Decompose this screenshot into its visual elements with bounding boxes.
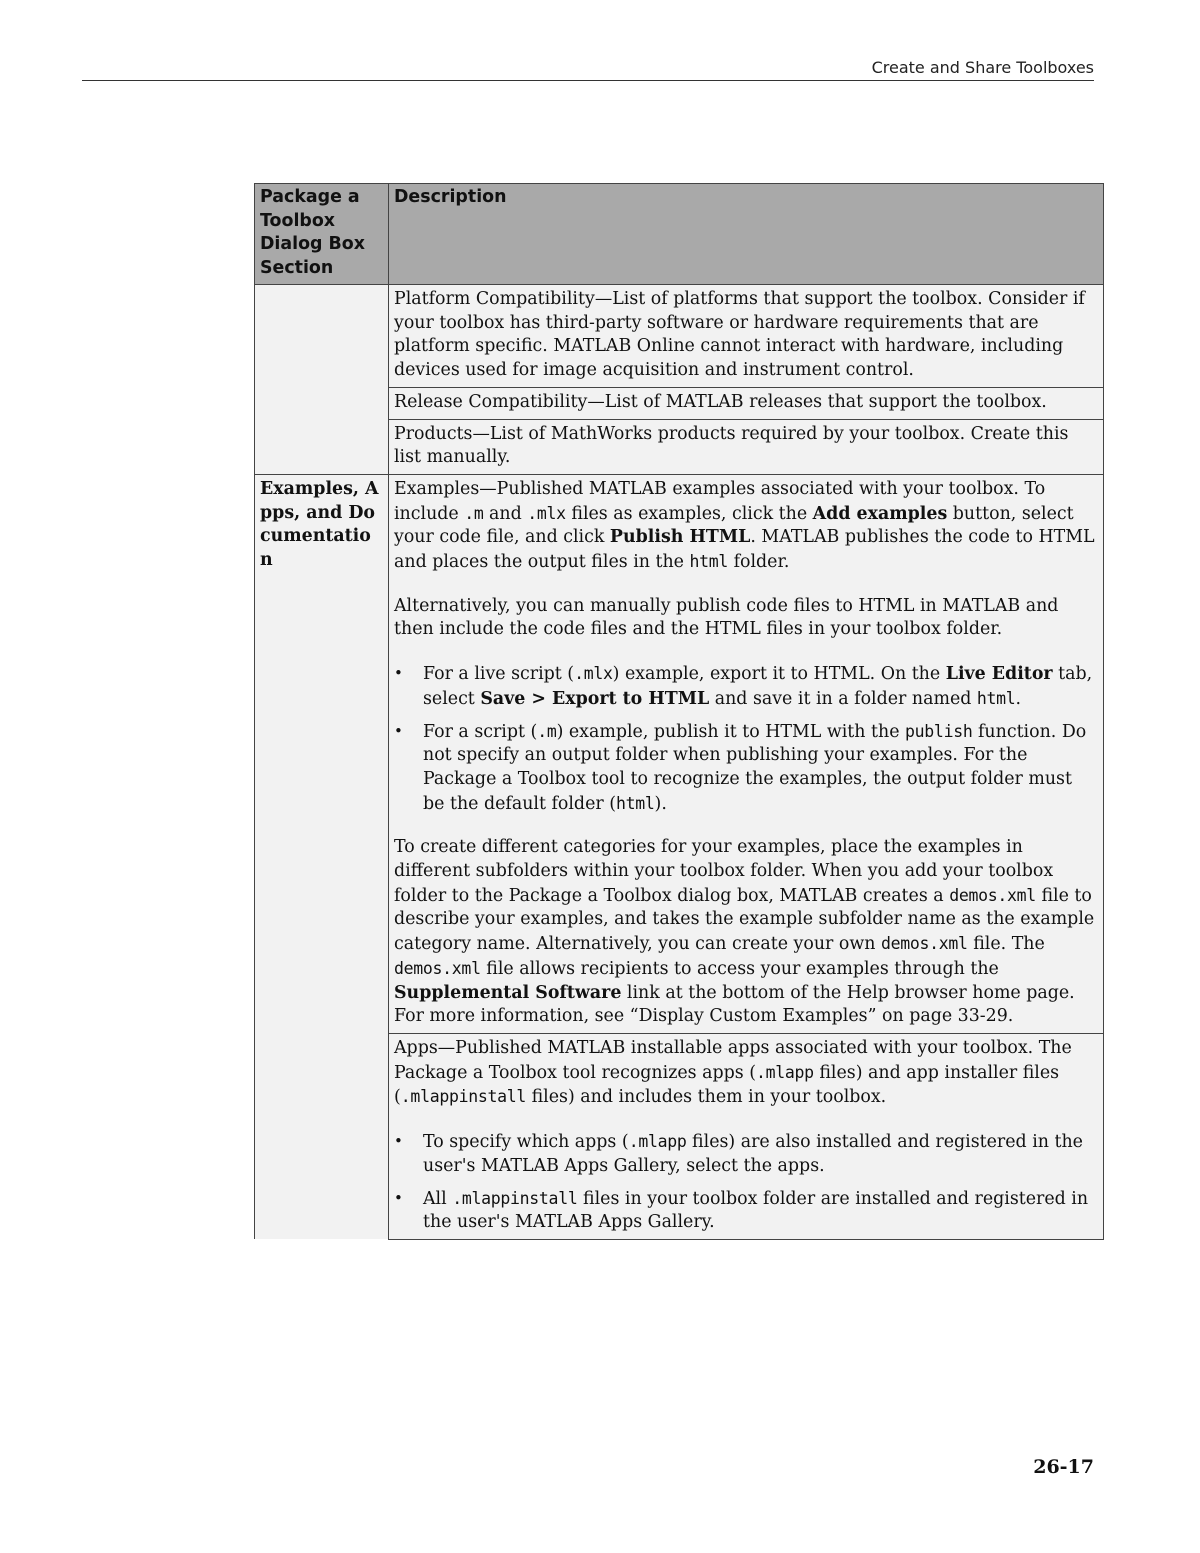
products-paragraph	[394, 423, 1098, 470]
code-mlx-ext: .mlx	[527, 503, 566, 523]
description-cell-release	[389, 387, 1104, 419]
text-run: button, select your code file, and click	[394, 503, 1074, 548]
list-item	[394, 720, 1098, 817]
description-cell-apps	[389, 1033, 1104, 1239]
list-item	[394, 1187, 1098, 1235]
text-run: To specify which apps (	[423, 1132, 629, 1153]
table-row-examples	[255, 474, 1104, 1033]
description-cell-examples	[389, 474, 1104, 1033]
code-mlapp-ext: .mlapp	[755, 1062, 814, 1082]
apps-paragraph-1	[394, 1037, 1098, 1110]
text-run: folder.	[728, 552, 790, 573]
code-demos-xml: demos.xml	[880, 934, 968, 954]
section-cell-examples-apps-docs: Examples, Apps, and Documentation	[255, 474, 389, 1239]
ui-label-add-examples: Add examples	[812, 503, 948, 524]
toolbox-sections-table	[254, 183, 1104, 1240]
ui-label-publish-html: Publish HTML	[609, 527, 751, 548]
platform-dash: —	[594, 289, 613, 309]
text-run: ) example, publish it to HTML with the	[556, 721, 906, 742]
code-mlapp-ext: .mlapp	[628, 1132, 687, 1152]
code-demos-xml: demos.xml	[394, 958, 481, 978]
description-cell-products	[389, 419, 1104, 474]
release-text: List of MATLAB releases that support the toolbox.	[604, 391, 1047, 412]
text-run: file allows recipients to access your examples through the	[480, 958, 999, 979]
text-run: .	[1015, 688, 1021, 709]
text-run: files) are also installed and registered in the user's MATLAB Apps Gallery, select the apps.	[423, 1132, 1083, 1176]
text-run: files as examples, click the	[565, 503, 813, 524]
code-html-folder: html	[616, 793, 655, 813]
text-run: ).	[654, 793, 667, 814]
code-html-folder: html	[689, 552, 729, 572]
products-text: List of MathWorks products required by your toolbox. Create this list manually.	[394, 423, 1069, 468]
text-run: files in your toolbox folder are installed and registered in the user's MATLAB Apps Gallery.	[423, 1188, 1089, 1233]
section-cell-empty	[255, 285, 389, 475]
text-run: link at the bottom of the Help browser home page. For more information, see “Display Custom Examples” on page 33-29.	[394, 982, 1075, 1027]
text-run: Examples—Published MATLAB examples associated with your toolbox. To include	[394, 478, 1046, 524]
text-run: files) and app installer files (	[394, 1062, 1060, 1108]
ui-label-live-editor: Live Editor	[945, 664, 1053, 685]
page-number: 26-17	[1033, 1456, 1094, 1478]
text-run: function. Do not specify an output folder when publishing your examples. For the Package a Toolbox tool to recognize the examples, the output folder must be the default folder (	[423, 721, 1087, 814]
text-run: ) example, export it to HTML. On the	[612, 664, 946, 685]
platform-lead: Platform Compatibility	[394, 289, 595, 309]
list-item	[394, 1130, 1098, 1178]
code-mlx-ext: .mlx	[574, 664, 613, 684]
examples-paragraph-2: Alternatively, you can manually publish code files to HTML in MATLAB and then include the code files and the HTML files in your toolbox folder.	[394, 595, 1059, 640]
code-demos-xml: demos.xml	[949, 885, 1036, 905]
release-dash: —	[587, 391, 605, 412]
examples-bullet-list	[394, 662, 1098, 816]
text-run: file. The	[967, 934, 1045, 955]
ui-label-save: Save	[480, 688, 526, 709]
code-m-ext: .m	[464, 503, 484, 523]
list-item	[394, 662, 1098, 711]
code-html-folder: html	[976, 688, 1016, 708]
text-run: tab, select	[423, 664, 1093, 709]
running-header: Create and Share Toolboxes	[871, 58, 1094, 77]
products-dash: —	[472, 423, 490, 444]
ui-label-export-to-html: Export to HTML	[552, 688, 710, 709]
text-run: All	[423, 1188, 453, 1209]
code-mlappinstall-ext: .mlappinstall	[452, 1188, 578, 1208]
platform-text: List of platforms that support the toolbox. Consider if your toolbox has third-party software or hardware requirements that are platform specific. MATLAB Online cannot interact with hardware, including devices used for image acquisition and instrument control.	[394, 289, 1085, 381]
examples-paragraph-1	[394, 478, 1098, 575]
text-run: and save it in a folder named	[709, 688, 977, 709]
table-row-platform	[255, 285, 1104, 388]
text-run: and	[483, 503, 528, 524]
text-run: file to describe your examples, and takes the example subfolder name as the example category name. Alternatively, you can create your own	[394, 885, 1095, 955]
text-run: For a live script (	[423, 664, 575, 685]
column-header-section: Package a Toolbox Dialog Box Section	[255, 184, 389, 285]
text-run: To create different categories for your examples, place the examples in different subfolders within your toolbox folder. When you add your toolbox folder to the Package a Toolbox dialog box, MATLAB creates a	[394, 837, 1054, 906]
header-rule	[82, 80, 1094, 81]
text-run: files) and includes them in your toolbox.	[526, 1087, 887, 1108]
text-run: For a script (	[423, 721, 538, 742]
release-paragraph	[394, 391, 1098, 415]
apps-bullet-list	[394, 1130, 1098, 1235]
code-m-ext: .m	[537, 721, 557, 741]
code-publish-function: publish	[905, 721, 973, 741]
table-header-row	[255, 184, 1104, 285]
code-mlappinstall-ext: .mlappinstall	[400, 1087, 527, 1107]
menu-separator: >	[525, 688, 553, 709]
release-lead: Release Compatibility	[394, 391, 588, 412]
examples-paragraph-3	[394, 836, 1098, 1029]
platform-paragraph	[394, 288, 1098, 383]
description-cell-platform	[389, 285, 1104, 388]
products-lead: Products	[394, 423, 473, 444]
text-run: Apps—Published MATLAB installable apps associated with your toolbox. The Package a Toolbox tool recognizes apps (	[394, 1037, 1072, 1083]
column-header-description: Description	[389, 184, 1104, 285]
ui-label-supplemental-software: Supplemental Software	[394, 982, 622, 1003]
text-run: . MATLAB publishes the code to HTML and places the output files in the	[394, 527, 1095, 573]
